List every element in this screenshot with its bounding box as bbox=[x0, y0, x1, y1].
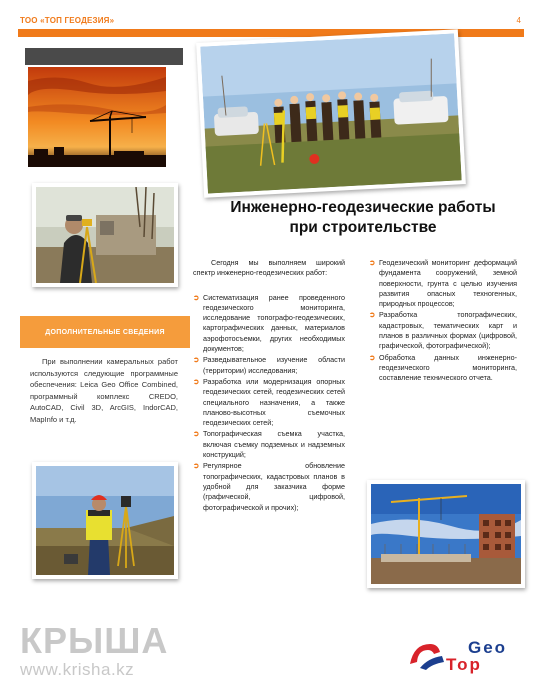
content-column-right bbox=[369, 258, 517, 385]
title-line-1: Инженерно-геодезические работы bbox=[230, 199, 496, 216]
watermark bbox=[20, 622, 168, 680]
arrow-bullet-icon: ➲ bbox=[193, 376, 200, 386]
photo-construction-site bbox=[367, 480, 525, 588]
logo-swoosh-blue-icon bbox=[420, 656, 444, 670]
dark-band bbox=[25, 48, 183, 65]
logo-word-geo: Geo bbox=[468, 638, 508, 657]
header-company: ТОО «ТОП ГЕОДЕЗИЯ» bbox=[20, 16, 115, 25]
list-item: ➲ Разработка топографических, кадастровых, тематических карт и планов в различных формах (цифровой, графической, фотографической); bbox=[369, 310, 517, 351]
photo-sunset-crane bbox=[28, 67, 166, 167]
intro-paragraph: Сегодня мы выполняем широкий спектр инженерно-геодезических работ: bbox=[193, 258, 345, 278]
arrow-bullet-icon: ➲ bbox=[369, 258, 376, 267]
arrow-bullet-icon: ➲ bbox=[193, 461, 200, 471]
watermark-url: www.krisha.kz bbox=[20, 660, 135, 679]
geotop-logo bbox=[408, 634, 526, 674]
page-title bbox=[185, 198, 541, 238]
photo-surveyor-field bbox=[32, 183, 178, 287]
photo-survey-team bbox=[196, 29, 466, 197]
list-item: ➲ Разведывательное изучение области (территории) исследования; bbox=[193, 355, 345, 375]
list-item: ➲ Геодезический мониторинг деформаций фундамента сооружений, земной поверхности, грунта с целью изучения развития опасных техногенных, природных процессов; bbox=[369, 258, 517, 309]
watermark-brand: КРЫША bbox=[20, 620, 169, 661]
list-item: ➲ Регулярное обновление топографических, кадастровых планов в удобной для заказчика форме (графической, цифровой, фотографической и прочих); bbox=[193, 461, 345, 512]
arrow-bullet-icon: ➲ bbox=[193, 429, 200, 439]
arrow-bullet-icon: ➲ bbox=[193, 292, 200, 302]
arrow-bullet-icon: ➲ bbox=[193, 355, 200, 365]
list-item: ➲ Систематизация ранее проведенного геодезического мониторинга, исследование топографо-геодезических, картографических данных, материалов аэрофотосъемки, других необходимых документов; bbox=[193, 292, 345, 354]
list-item: ➲ Топографическая съемка участка, включая съемку подземных и надземных конструкций; bbox=[193, 429, 345, 460]
logo-word-top: Top bbox=[446, 655, 482, 674]
title-line-2: при строительстве bbox=[289, 219, 437, 236]
content-column-middle bbox=[193, 258, 345, 514]
info-box-heading: ДОПОЛНИТЕЛЬНЫЕ СВЕДЕНИЯ bbox=[20, 316, 190, 348]
list-item: ➲ Обработка данных инженерно-геодезического мониторинга, составление технического отчета. bbox=[369, 352, 517, 383]
info-box-text: При выполнении камеральных работ используются следующие программные обеспечения: Leica Geo Office Combined, программный комплекс CREDO, AutoCAD, Civil 3D, ArcGIS, IndorCAD, MapInfo и т.д. bbox=[30, 357, 178, 424]
page-number: 4 bbox=[516, 16, 521, 25]
arrow-bullet-icon: ➲ bbox=[369, 310, 376, 320]
arrow-bullet-icon: ➲ bbox=[369, 352, 376, 362]
list-item: ➲ Разработка или модернизация опорных геодезических сетей, геодезических сетей специального назначения, а также планово-высотных съемочных геодезических сетей; bbox=[193, 376, 345, 428]
photo-surveyor-worker bbox=[32, 462, 178, 579]
